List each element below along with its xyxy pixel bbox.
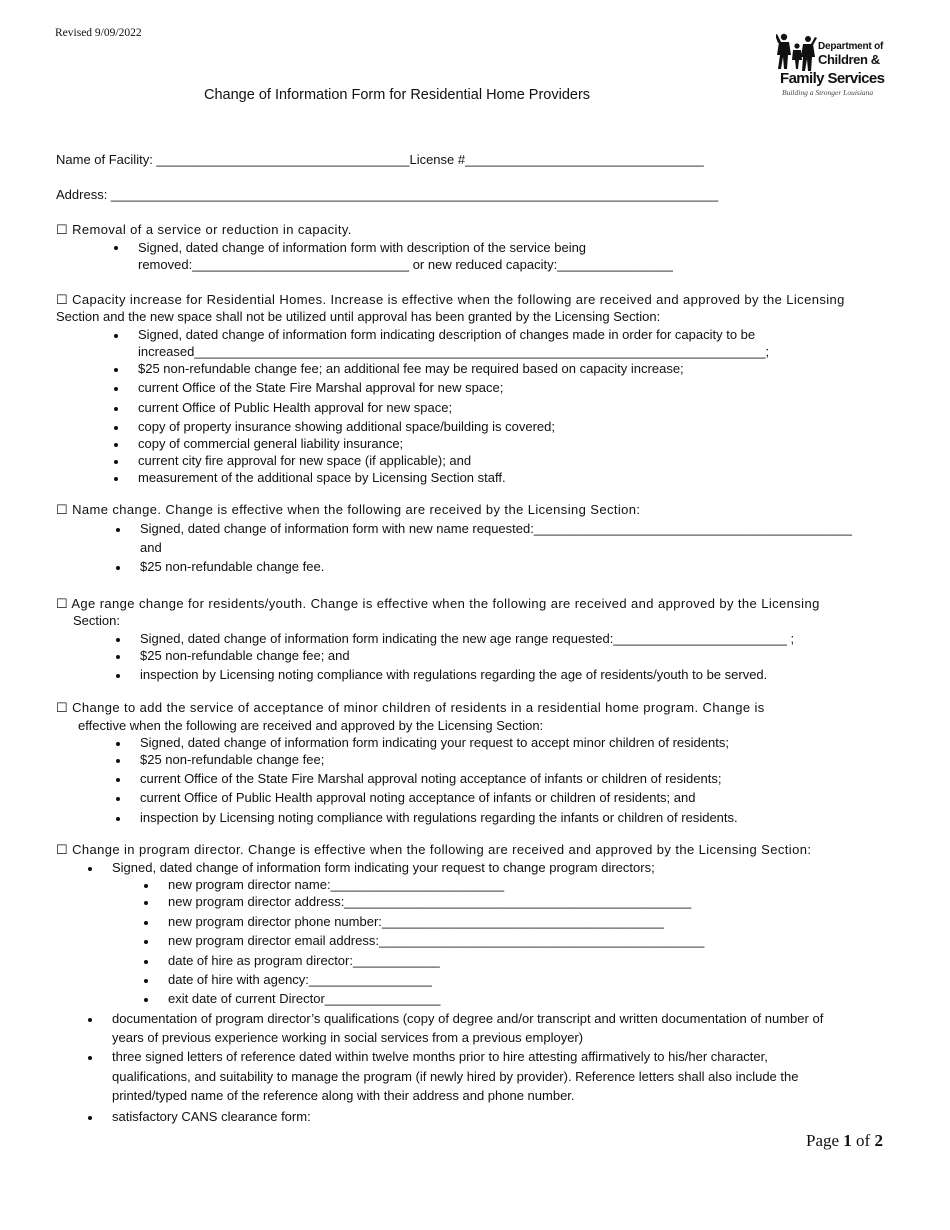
capacity-bullet-2: $25 non-refundable change fee; an additional fee may be required based on capacity increase;	[138, 361, 684, 376]
name-change-checkbox-heading[interactable]: ☐ Name change. Change is effective when the following are received by the Licensing Section:	[56, 502, 641, 517]
age-range-bullet-2: $25 non-refundable change fee; and	[140, 648, 350, 663]
bullet-icon	[144, 979, 148, 983]
director-bullet-2b: years of previous experience working in social services from a previous employer)	[112, 1030, 584, 1045]
bullet-icon	[114, 246, 118, 250]
age-range-heading-cont: Section:	[73, 613, 120, 628]
director-bullet-2a: documentation of program director’s qualifications (copy of degree and/or transcript and written documentation of number of	[112, 1011, 824, 1026]
bullet-icon	[116, 778, 120, 782]
logo-tagline: Building a Stronger Louisiana	[782, 88, 874, 97]
capacity-bullet-1a: Signed, dated change of information form indicating description of changes made in order for capacity to be	[138, 327, 756, 342]
family-figures-icon	[776, 33, 818, 73]
bullet-icon	[116, 817, 120, 821]
name-change-bullet-2: $25 non-refundable change fee.	[140, 559, 325, 574]
minor-children-bullet-2: $25 non-refundable change fee;	[140, 752, 325, 767]
exit-date-field[interactable]: exit date of current Director________________	[168, 991, 441, 1006]
director-checkbox-heading[interactable]: ☐ Change in program director. Change is effective when the following are received and approved by the Licensing Section:	[56, 842, 812, 857]
bullet-icon	[116, 566, 120, 570]
bullet-icon	[116, 797, 120, 801]
logo-line-children: Children &	[818, 52, 880, 67]
bullet-icon	[88, 1018, 92, 1022]
bullet-icon	[114, 368, 118, 372]
removal-bullet-1a: Signed, dated change of information form with description of the service being	[138, 240, 587, 255]
age-range-checkbox-heading[interactable]: ☐ Age range change for residents/youth. Change is effective when the following are received and approved by the Licensing	[56, 596, 820, 611]
capacity-bullet-1b[interactable]: increased_______________________________________________________________________________;	[138, 344, 770, 359]
bullet-icon	[144, 998, 148, 1002]
bullet-icon	[88, 1056, 92, 1060]
bullet-icon	[116, 674, 120, 678]
minor-children-checkbox-heading[interactable]: ☐ Change to add the service of acceptance of minor children of residents in a residential home program. Change is	[56, 700, 765, 715]
director-name-field[interactable]: new program director name:________________________	[168, 877, 505, 892]
bullet-icon	[114, 407, 118, 411]
capacity-bullet-3: current Office of the State Fire Marshal approval for new space;	[138, 380, 504, 395]
bullet-icon	[144, 884, 148, 888]
director-bullet-4: satisfactory CANS clearance form:	[112, 1109, 311, 1124]
name-change-bullet-1a[interactable]: Signed, dated change of information form with new name requested:____________________________________________	[140, 521, 852, 536]
capacity-bullet-7: current city fire approval for new space (if applicable); and	[138, 453, 472, 468]
bullet-icon	[144, 960, 148, 964]
director-bullet-3c: printed/typed name of the reference along with their address and phone number.	[112, 1088, 575, 1103]
minor-children-bullet-1: Signed, dated change of information form indicating your request to accept minor children of residents;	[140, 735, 729, 750]
of-word: of	[856, 1131, 871, 1150]
capacity-bullet-8: measurement of the additional space by Licensing Section staff.	[138, 470, 506, 485]
minor-children-heading-cont: effective when the following are received and approved by the Licensing Section:	[78, 718, 544, 733]
bullet-icon	[114, 426, 118, 430]
director-email-field[interactable]: new program director email address:_____________________________________________	[168, 933, 705, 948]
capacity-bullet-4: current Office of Public Health approval for new space;	[138, 400, 453, 415]
director-address-field[interactable]: new program director address:________________________________________________	[168, 894, 692, 909]
capacity-bullet-6: copy of commercial general liability insurance;	[138, 436, 404, 451]
bullet-icon	[116, 759, 120, 763]
removal-checkbox-heading[interactable]: ☐ Removal of a service or reduction in capacity.	[56, 222, 352, 237]
page-current: 1	[843, 1131, 852, 1150]
bullet-icon	[116, 655, 120, 659]
capacity-checkbox-heading[interactable]: ☐ Capacity increase for Residential Homes. Increase is effective when the following are received and approved by the Licensing	[56, 292, 845, 307]
bullet-icon	[114, 460, 118, 464]
director-hire-date-field[interactable]: date of hire as program director:____________	[168, 953, 440, 968]
capacity-heading-cont: Section and the new space shall not be utilized until approval has been granted by the Licensing Section:	[56, 309, 661, 324]
bullet-icon	[114, 334, 118, 338]
address-field[interactable]: Address: ____________________________________________________________________________________	[56, 187, 719, 202]
director-bullet-3a: three signed letters of reference dated within twelve months prior to hire attesting affirmatively to his/her character,	[112, 1049, 768, 1064]
bullet-icon	[144, 940, 148, 944]
director-bullet-1: Signed, dated change of information form indicating your request to change program directors;	[112, 860, 655, 875]
bullet-icon	[114, 443, 118, 447]
bullet-icon	[116, 528, 120, 532]
dcfs-logo	[776, 33, 888, 99]
form-title: Change of Information Form for Residential Home Providers	[204, 87, 591, 103]
capacity-bullet-5: copy of property insurance showing additional space/building is covered;	[138, 419, 555, 434]
bullet-icon	[116, 742, 120, 746]
bullet-icon	[114, 387, 118, 391]
minor-children-bullet-5: inspection by Licensing noting compliance with regulations regarding the infants or children of residents.	[140, 810, 738, 825]
bullet-icon	[144, 921, 148, 925]
bullet-icon	[144, 901, 148, 905]
bullet-icon	[88, 1116, 92, 1120]
director-phone-field[interactable]: new program director phone number:_______________________________________	[168, 914, 664, 929]
minor-children-bullet-3: current Office of the State Fire Marshal approval noting acceptance of infants or children of residents;	[140, 771, 722, 786]
page-total: 2	[874, 1131, 883, 1150]
facility-license-field[interactable]: Name of Facility: ___________________________________License #_________________________________	[56, 152, 704, 167]
minor-children-bullet-4: current Office of Public Health approval noting acceptance of infants or children of residents; and	[140, 790, 696, 805]
bullet-icon	[88, 867, 92, 871]
page-number	[806, 1131, 883, 1151]
bullet-icon	[114, 477, 118, 481]
removal-bullet-1b[interactable]: removed:______________________________ or new reduced capacity:________________	[138, 257, 673, 272]
logo-line-family-services: Family Services	[780, 70, 885, 87]
logo-line-department: Department of	[818, 41, 884, 52]
page-word: Page	[806, 1131, 840, 1150]
director-bullet-3b: qualifications, and suitability to manage the program (if newly hired by provider). Reference letters shall also include the	[112, 1069, 799, 1084]
bullet-icon	[116, 638, 120, 642]
revised-date: Revised 9/09/2022	[55, 27, 142, 39]
age-range-bullet-3: inspection by Licensing noting compliance with regulations regarding the age of residents/youth to be served.	[140, 667, 768, 682]
age-range-bullet-1[interactable]: Signed, dated change of information form indicating the new age range requested:________________________ ;	[140, 631, 795, 646]
agency-hire-date-field[interactable]: date of hire with agency:_________________	[168, 972, 432, 987]
name-change-bullet-1b: and	[140, 540, 162, 555]
